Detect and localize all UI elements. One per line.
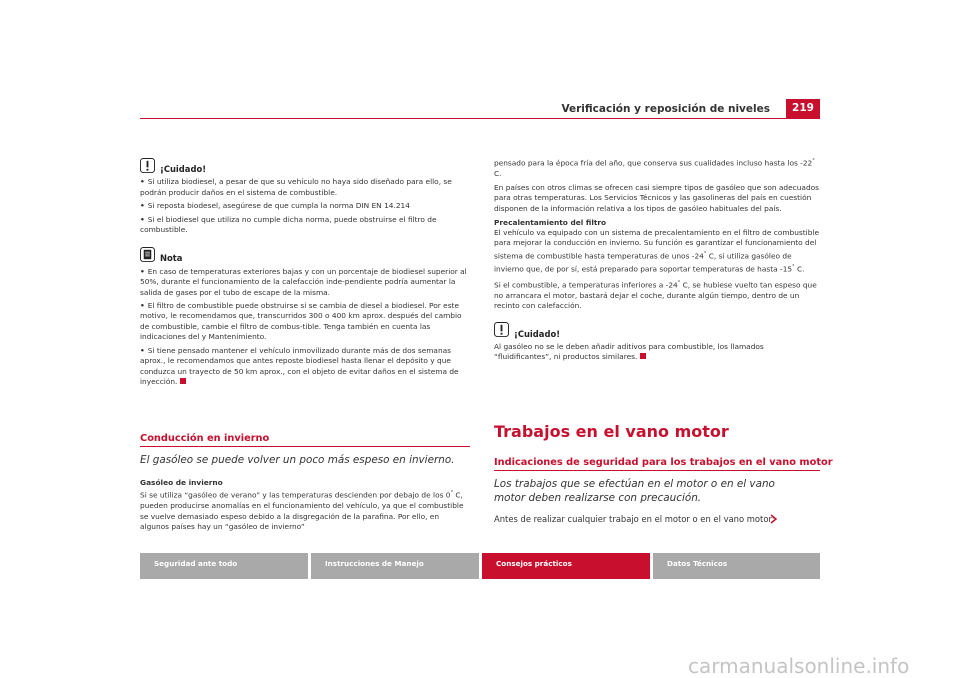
footer-tab-technical[interactable]: Datos Técnicos	[653, 553, 820, 579]
footer-tab-safety[interactable]: Seguridad ante todo	[140, 553, 308, 579]
warning-label: ¡Cuidado!	[514, 328, 561, 339]
chapter-title: Trabajos en el vano motor	[494, 422, 729, 441]
warning-bullet: • Si reposta biodesel, asegúrese de que cumpla la norma DIN EN 14.214	[140, 201, 410, 211]
paragraph: El vehículo va equipado con un sistema de precalentamiento en el filtro de combustible para mejorar la conducción en invierno. Su función es garantizar el funcionamiento del sistema de combustible hasta temperaturas de unos -24° C, si utiliza gasóleo de invierno que, de por sí, está preparado para soportar temperaturas de hasta -15° C.	[494, 227, 820, 274]
end-of-section-marker	[180, 378, 186, 384]
paragraph: Si el combustible, a temperaturas inferiores a -24° C, se hubiese vuelto tan espeso que no arrancara el motor, bastará dejar el coche, durante algún tiempo, dentro de un recinto con calefacción.	[494, 279, 817, 311]
end-of-section-marker	[640, 353, 646, 359]
note-bullet: • En caso de temperaturas exteriores bajas y con un porcentaje de biodiesel superior al 50%, durante el funcionamiento de la calefacción inde-pendiente podría aumentar la salida de gases por el tubo de escape de la misma.	[140, 266, 467, 297]
paragraph: pensado para la época fría del año, que conserva sus cualidades incluso hasta los -22° C.	[494, 158, 815, 178]
subheading: Precalentamiento del filtro	[494, 217, 607, 227]
warning-heading	[494, 321, 822, 339]
warning-label: ¡Cuidado!	[160, 164, 207, 174]
paragraph: Antes de realizar cualquier trabajo en el motor o en el vano motor:	[494, 514, 775, 524]
watermark: carmanualsonline.info	[688, 654, 910, 678]
footer-tab-instructions[interactable]: Instrucciones de Manejo	[311, 553, 479, 579]
warning-bullet: • Si utiliza biodiesel, a pesar de que su vehículo no haya sido diseñado para ello, se podrán producir daños en el sistema de combustible.	[140, 177, 452, 197]
warning-icon	[494, 322, 509, 337]
footer-tab-tips[interactable]: Consejos prácticos	[482, 553, 650, 579]
warning-heading	[140, 156, 470, 174]
note-bullet: • Si tiene pensado mantener el vehículo inmovilizado durante más de dos semanas aprox., le recomendamos que antes reposte biodiesel hasta llenar el depósito y que conduzca un trayecto de 50 km aprox., con el objeto de evitar daños en el sistema de inyección.	[140, 345, 459, 386]
right-column	[494, 156, 822, 366]
section-rule	[140, 446, 470, 447]
note-label: Nota	[160, 253, 183, 264]
page-number: 219	[786, 99, 820, 118]
paragraph: En países con otros climas se ofrecen casi siempre tipos de gasóleo que son adecuados para otras temperaturas. Los Servicios Técnicos y las gasolineras del país en cuestión disponen de la información relativa a los tipos de gasóleo habituales del país.	[494, 182, 820, 213]
note-bullet: • El filtro de combustible puede obstruirse si se cambia de diesel a biodiesel. Por este motivo, le recomendamos que, transcurridos 300 o 400 km aprox. después del cambio de combustible, cambie el filtro de combus-tible. Tenga también en cuenta las indicaciones del y Mantenimiento.	[140, 301, 462, 342]
note-heading	[140, 245, 470, 263]
continue-arrow-icon	[770, 514, 778, 524]
warning-icon	[140, 158, 155, 173]
section-title-engine: Indicaciones de seguridad para los trabajos en el vano motor	[494, 457, 833, 468]
paragraph: Al gasóleo no se le deben añadir aditivos para combustible, los llamados “fluidificantes”, ni productos similares.	[494, 342, 764, 362]
header-rule	[140, 118, 820, 119]
running-header-title: Verificación y reposición de niveles	[561, 103, 770, 115]
subheading: Gasóleo de invierno	[140, 478, 223, 487]
winter-diesel-block	[140, 478, 470, 536]
warning-bullet: • Si el biodiesel que utiliza no cumple dicha norma, puede obstruirse el filtro de combustible.	[140, 214, 437, 235]
section-intro: Los trabajos que se efectúan en el motor o en el vano motor deben realizarse con precaución.	[494, 478, 775, 504]
section-intro: El gasóleo se puede volver un poco más espeso en invierno.	[140, 454, 455, 466]
section-rule	[494, 470, 820, 471]
section-title-winter: Conducción en invierno	[140, 433, 270, 444]
note-icon	[140, 247, 155, 262]
paragraph: Si se utiliza “gasóleo de verano” y las temperaturas descienden por debajo de los 0° C, pueden producirse anomalías en el funcionamiento del vehículo, ya que el combustible se vuelve demasiado espeso debido a la disgregación de la parafina. Por ello, en algunos países hay un “gasóleo de invierno”	[140, 490, 464, 532]
left-column	[140, 156, 470, 390]
